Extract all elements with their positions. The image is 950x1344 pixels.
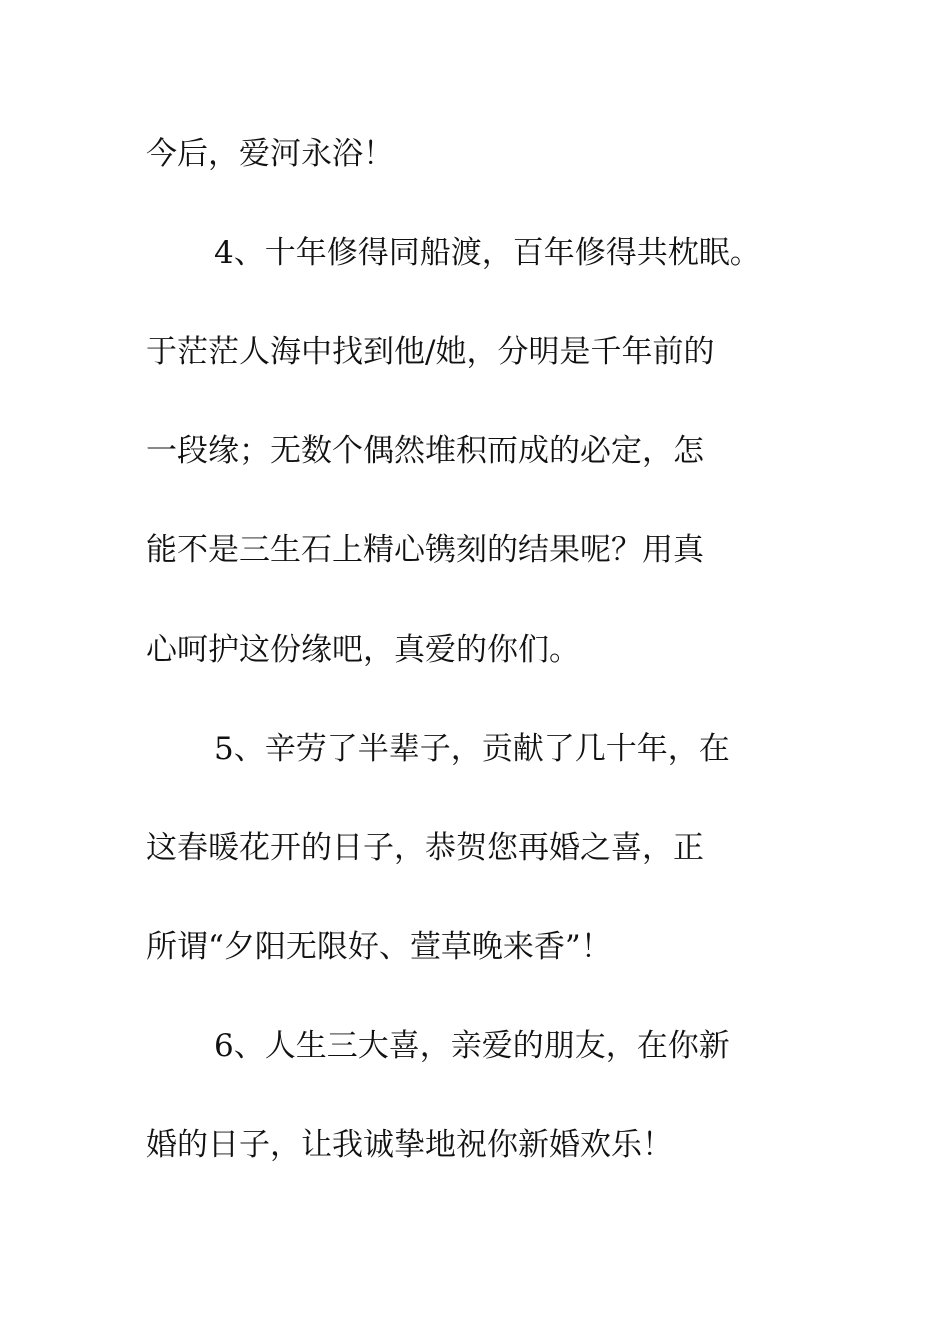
text-line: 今后，爱河永浴！	[146, 136, 394, 172]
text-line: 一段缘；无数个偶然堆积而成的必定，怎	[146, 433, 704, 469]
text-line: 能不是三生石上精心镌刻的结果呢？用真	[146, 532, 704, 568]
text-line: 所谓“夕阳无限好、萱草晚来香”！	[146, 929, 612, 965]
text-line: 这春暖花开的日子，恭贺您再婚之喜，正	[146, 830, 704, 866]
text-line: 于茫茫人海中找到他/她，分明是千年前的	[146, 334, 715, 370]
paragraph-6-start: 6、人生三大喜，亲爱的朋友，在你新	[214, 1028, 730, 1064]
paragraph-4-start: 4、十年修得同船渡，百年修得共枕眠。	[214, 235, 761, 271]
text-line: 心呵护这份缘吧，真爱的你们。	[146, 632, 580, 668]
paragraph-5-start: 5、辛劳了半辈子，贡献了几十年，在	[214, 731, 730, 767]
text-line: 婚的日子，让我诚挚地祝你新婚欢乐！	[146, 1127, 673, 1163]
